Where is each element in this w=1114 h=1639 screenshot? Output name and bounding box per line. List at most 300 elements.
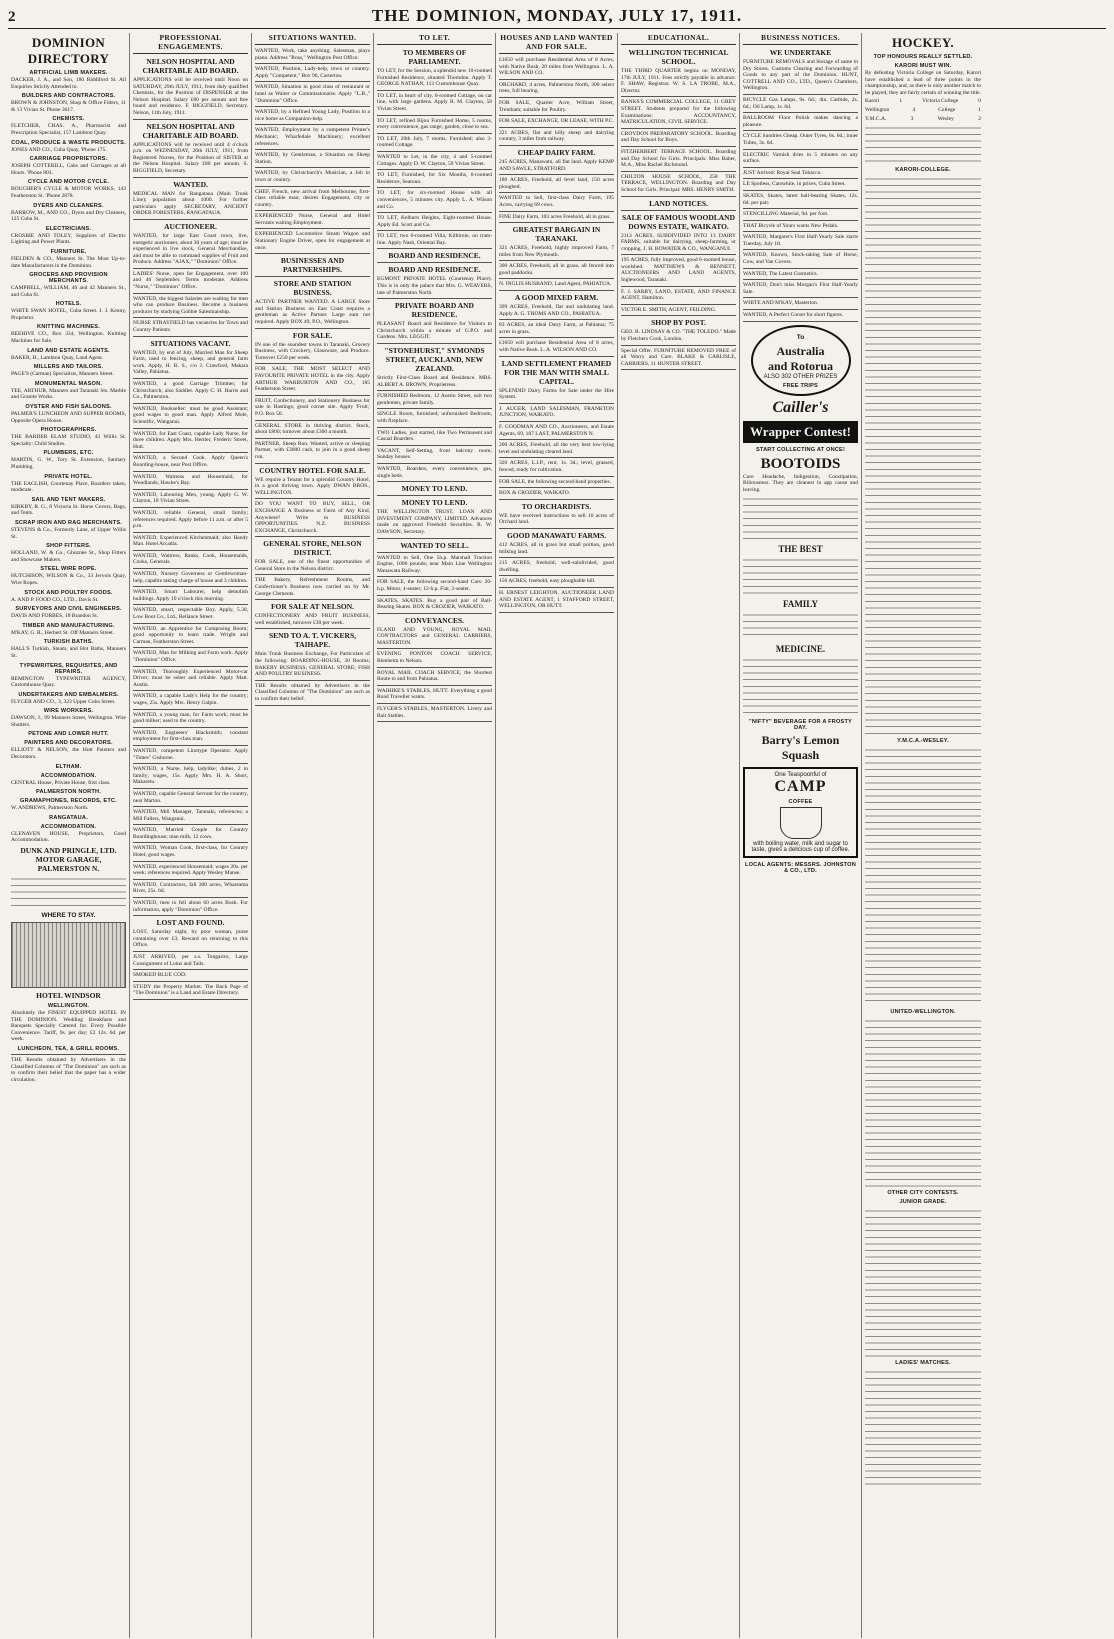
ad-text: FOR SALE, the following second-hand properties.: [499, 478, 611, 485]
directory-heading: WIRE WORKERS.: [43, 708, 94, 715]
ad-text: WANTED, A Perfect Corset for short figures.: [743, 312, 844, 319]
the-best: THE BEST: [778, 544, 823, 555]
start-collecting: START COLLECTING AT ONCE!: [755, 446, 846, 453]
result-team: Wellington: [865, 106, 890, 113]
ad-title: AUCTIONEER.: [164, 221, 217, 231]
ad-title: PRIVATE BOARD AND RESIDENCE.: [395, 301, 474, 320]
oval-line-rotorua: and Rotorua: [767, 358, 833, 373]
directory-heading: CHEMISTS.: [52, 116, 85, 123]
ymca-wesley-head: Y.M.C.A.-WESLEY.: [897, 738, 949, 745]
text-filler: [865, 1368, 981, 1488]
ad-text: WE require a Tenant for a splendid Country Hotel, in a good thriving town. Apply DWAN BROS., WELLINGTON.: [255, 476, 370, 496]
directory-entry: HUTCHISON, WILSON & Co., 33 Jervois Quay, Wire Ropes.: [11, 573, 126, 586]
text-filler: [743, 611, 858, 641]
ad-text: WANTED, an Apprentice for Composing Room; good opportunity to learn trade. Wright and Carman, Featherston Street.: [133, 625, 248, 645]
directory-entry: TEE, ARTHUR, Manners and Taranaki Sts. Marble and Granite Works.: [11, 387, 126, 401]
ladies-matches-head: LADIES' MATCHES.: [895, 1360, 951, 1367]
cailler-logo: Cailler's: [772, 398, 829, 416]
ad-text: H. ERNEST LEIGHTON, AUCTIONEER LAND AND ESTATE AGENT, 1 STAFFORD STREET, WELLINGTON, OR HUTT.: [499, 589, 614, 610]
ad-text: WAIHIKE'S STABLES, HUTT. Everything a good Road Traveller wants.: [377, 687, 492, 701]
directory-heading: RANGATAUA.: [49, 814, 88, 821]
ad-title: NELSON HOSPITAL AND CHARITABLE AID BOARD.: [142, 121, 239, 140]
directory-heading: LAND AND ESTATE AGENTS.: [27, 347, 110, 354]
ad-list: [377, 48, 492, 722]
directory-entry: FLYGER AND CO., 3, 323 Upper Cuba Street.: [11, 698, 116, 705]
directory-heading: PAINTERS AND DECORATORS.: [24, 740, 113, 747]
column-business-notices: [740, 33, 862, 1638]
page-number: 2: [8, 9, 16, 25]
ad-text: WANTED, a Nurse, help, ladylike; duties, 2 in family; wages, 15s. Apply Mrs. H. A. Short, Makaretu.: [133, 766, 248, 786]
ad-list: [621, 48, 736, 370]
ad-text: 2113 ACRES, SUBDIVIDED INTO 13 DAIRY FARMS, suitable for dairying, sheep-farming, or cropping. J. H. BOWATER & CO., WANGANUI.: [621, 232, 736, 252]
directory-heading: GRAMAPHONES, RECORDS, ETC.: [20, 798, 117, 805]
directory-heading: TURKISH BATHS.: [43, 639, 94, 646]
camp-teaspoon: One Teaspoonful of: [774, 772, 827, 779]
directory-entry: CROSBIE AND TOLEY, Suppliers of Electric Lighting and Power Plants.: [11, 232, 126, 246]
directory-entry: WHITE SWAN HOTEL, Cuba Street. J. J. Kenny, Proprietor.: [11, 308, 126, 321]
ad-text: SMOKED BLUE COD.: [133, 972, 187, 979]
directory-heading: SHOP FITTERS.: [46, 543, 91, 550]
directory-entry: BROWN & JOHNSTON, Shop & Office Fitters, 11 & 13 Vivian St. Phone 3617.: [11, 100, 126, 113]
ad-text: 215 ACRES, freehold; well-subdivided, good dwelling.: [499, 560, 614, 573]
ad-title: WE UNDERTAKE: [769, 48, 832, 57]
ad-text: SKATES, Skates, latest ball-bearing Skates, 12s. 6d. per pair.: [743, 192, 858, 206]
text-filler: [743, 495, 858, 541]
ad-text: N. INGLIS HUSBAND, Land Agent, PAHIATUA.: [499, 281, 612, 288]
hockey-subhead: TOP HONOURS REALLY SETTLED.: [873, 54, 973, 60]
ad-text: STUDY the Property Market. The Back Page of "The Dominion" is a Land and Estate Directory.: [133, 983, 248, 997]
ad-text: THE THIRD QUARTER begins on MONDAY, 17th JULY, 1911. Fees strictly payable in advance. F. SHAW, Registrar. W. S. LA TROBE, M.A., Director.: [621, 68, 736, 94]
ad-title: LAND SETTLEMENT FRAMED FOR THE MAN WITH SMALL CAPITAL.: [501, 358, 612, 386]
where-to-stay: WHERE TO STAY.: [41, 912, 96, 920]
ad-text: WANTED, a Second Cook. Apply Queen's Boarding-house, near Post Office.: [133, 455, 248, 468]
directory-entry: DAVIS AND FORBES, 18 Brandon St.: [11, 613, 99, 620]
text-filler: [743, 556, 858, 596]
ad-text: WANTED to Let, in the city, 4 and 5-roomed Cottages. Apply D. W. Clayton, 59 Vivian Street.: [377, 153, 492, 167]
ad-title: BOARD AND RESIDENCE.: [388, 265, 481, 275]
ad-text: CHILTON HOUSE SCHOOL, 258 THE TERRACE, WELLINGTON. Boarding and Day School for Girls. Principal: MRS. HENRY SMITH.: [621, 173, 736, 193]
directory-heading: COAL, PRODUCE & WASTE PRODUCTS.: [11, 139, 126, 146]
column-educational: [618, 33, 740, 1638]
ad-text: FURNISHED Bedroom, 12 Austin Street, suit two gentlemen, private family.: [377, 393, 492, 406]
ad-title: CONVEYANCES.: [404, 615, 465, 625]
directory-entry: HOLLAND, W. & Co., Ghuznee St., Shop Fitters and Showcase Makers.: [11, 550, 126, 563]
ad-text: WANTED, smart, respectable Boy. Apply, 5.30, Low Boot Co., Ltd., Bellance Street.: [133, 607, 248, 621]
ad-text: WANTED, Experienced Kitchenmaid; also Handy Man. Hotel Arcadia.: [133, 534, 248, 548]
newspaper-title: THE DOMINION, MONDAY, JULY 17, 1911.: [371, 6, 743, 25]
karori-college-head: KARORI-COLLEGE.: [895, 167, 951, 174]
ad-text: Main Trunk Business Exchange, For Particulars of the following: BOARDING-HOUSE, 30 Rooms; BAKERY BUSINESS; GENERAL STORE; FISH AND POULTRY BUSINESS.: [255, 651, 370, 678]
directory-heading: SURVEYORS AND CIVIL ENGINEERS.: [15, 606, 122, 613]
ad-title: CHEAP DAIRY FARM.: [517, 147, 596, 157]
hotel-name: HOTEL WINDSOR: [36, 991, 101, 1001]
ad-title: WANTED.: [173, 179, 208, 189]
ad-text: F. GOODMAN AND CO., Auctioneers, and Estate Agents, 69, 187 LAST, PALMERSTON N.: [499, 424, 614, 437]
ad-text: WE have received instructions to sell 10 acres of Orchard land.: [499, 512, 614, 526]
directory-entry: REMINGTON TYPEWRITER AGENCY, Customhouse Quay.: [11, 675, 126, 689]
directory-entry: JONES AND CO., Cuba Quay, 'Phone 175.: [11, 146, 107, 153]
ad-title: GOOD MANAWATU FARMS.: [506, 530, 607, 540]
ad-text: 221 ACRES, flat and hilly sheep and dairying country, 3 miles from railway.: [499, 129, 614, 143]
ad-list: [499, 57, 614, 613]
ad-text: BICYCLE Gas Lamps, 9s. 6d.; 4in. Carbide, 2s. 6d.; Oil Lamp, 1s. 6d.: [743, 96, 858, 110]
hotel-footer: LUNCHEON, TEA, & GRILL ROOMS.: [17, 1046, 120, 1052]
result-result: 1: [899, 98, 903, 105]
directory-heading: OYSTER AND FISH SALOONS.: [25, 404, 112, 411]
camp-coffee-ad: [743, 767, 858, 858]
ad-title: COUNTRY HOTEL FOR SALE.: [259, 465, 366, 475]
ad-text: 321 ACRES, Freehold, highly improved Farm, 7 miles from New Plymouth.: [499, 245, 614, 258]
text-filler: [743, 656, 858, 716]
directory-entry: PALMER'S LUNCHEON AND SUPPER ROOMS, Opposite Opera House.: [11, 411, 126, 424]
column-hockey: [862, 33, 984, 1638]
directory-entry: FIELDEN & CO., Manners St. The Most Up-to-date Manufacturers in the Dominion.: [11, 255, 126, 269]
directory-heading: UNDERTAKERS AND EMBALMERS.: [18, 691, 119, 698]
camp-coffee-word: COFFEE: [788, 799, 813, 806]
directory-heading: ARTIFICIAL LIMB MAKERS.: [29, 70, 108, 76]
directory-heading: FURNITURE.: [50, 248, 87, 255]
ad-text: WANTED, Contractors, fall 300 acres, Whareama River, 25s. 6d.: [133, 881, 248, 895]
ad-text: WANTED, Nursery Governess or Gentlewoman-help, capable taking charge of house and 3 children.: [133, 571, 248, 584]
ad-text: WANTED, Position, Lady-help, town or country. Apply "Competent," Box 96, Carterton.: [255, 66, 370, 79]
ad-text: WANTED, a young man, for Farm work; must be good milker; used to the country.: [133, 711, 248, 725]
ad-text: APPLICATIONS will be received until Noon on SATURDAY, 29th JULY, 1911, from duly qualified Chemists, for the Position of DISPENSER at the Nelson Hospital. Salary £80 per annum and free board and residence. F. BIGGFIELD, Secretary. Nelson, 11th July, 1911.: [133, 77, 248, 116]
ad-list: [133, 57, 248, 1000]
other-contests-head: OTHER CITY CONTESTS.: [887, 1190, 959, 1197]
ad-title: WELLINGTON TECHNICAL SCHOOL.: [628, 48, 729, 66]
barrys-lemon-squash: Barry's Lemon Squash: [761, 733, 840, 763]
directory-heading: HOTELS.: [55, 301, 82, 308]
ad-title: FOR SALE.: [292, 330, 333, 340]
directory-entry: BAKER, H., Lambton Quay, Land Agent.: [11, 354, 104, 361]
directory-heading: CYCLE AND MOTOR CYCLE.: [27, 179, 110, 186]
directory-heading: BUILDERS AND CONTRACTORS.: [21, 93, 116, 100]
ad-text: JUST ARRIVED, per s.s. Tongariro, Large Consignment of Loins and Tails.: [133, 954, 248, 967]
ad-text: 300 ACRES, Freehold, all in grass, all fenced into good paddocks.: [499, 263, 614, 276]
hockey-results: [865, 98, 981, 122]
ad-text: 399 ACRES, Freehold, flat and undulating land. Apply A. G. THOMS AND CO., PAHIATUA.: [499, 304, 614, 317]
ad-text: WANTED, experienced Housemaid; wages 20s. per week; references required. Apply Wesley Manse.: [133, 863, 248, 877]
ad-text: WANTED, Man for Milking and Farm work. Apply "Dominion" Office.: [133, 650, 248, 663]
ad-text: WANTED, Known, Stock-taking Sale of Horse, Cow, and Van Covers.: [743, 252, 858, 266]
directory-entry: BEEHIVE CO., Box 334, Wellington. Knitting Machines for Sale.: [11, 331, 126, 345]
directory-entry: GLENAVEN HOUSE, Proprietors, Good Accommodation.: [11, 830, 126, 844]
directory-entry: ELLIOTT & NELSON, the Hutt Painters and Decorators.: [11, 747, 126, 761]
hotel-text: Absolutely the FINEST EQUIPPED HOTEL IN THE DOMINION. Wedding Breakfasts and Banquets Specially Catered for. Every Possible Convenience. Tariff, 9s. per day; £2 12s. 6d. per week.: [11, 1010, 126, 1043]
ad-title: BUSINESSES AND PARTNERSHIPS.: [280, 256, 345, 275]
ad-text: JUST Arrived: Royal Seal Tobacco.: [743, 169, 822, 176]
ad-text: THE Bakery, Refreshment Rooms, and Confectioner's Business now carried on by Mr. George Clements.: [255, 577, 370, 597]
text-filler: [865, 124, 981, 164]
ad-text: PARTNER, Sheep Run. Wanted, active or sleeping Partner, with £3000 cash, to join in a good sheep run.: [255, 440, 370, 460]
column-header: BUSINESS NOTICES.: [743, 33, 858, 45]
ad-title: NELSON HOSPITAL AND CHARITABLE AID BOARD.: [142, 57, 239, 75]
ad-text: TO LET, in heart of city, 6-roomed Cottage, on car line, with large gardens. Apply R. M. Clayton, 58 Vivian Street.: [377, 92, 492, 112]
ad-text: STENCILLING Material, 9d. per foot.: [743, 211, 829, 218]
result-result: 4: [912, 106, 916, 113]
ad-text: FOR SALE, the following second-hand Cars: 20-h.p. Motor, 4-seater; 12-h.p. Fiat, 2-seater.: [377, 579, 492, 592]
directory-heading: ELTHAM.: [55, 763, 82, 770]
ad-text: WANTED, Labouring Men, young. Apply G. W. Clayton, 18 Vivian Street.: [133, 491, 248, 505]
oval-line-to: To: [796, 333, 805, 341]
directory-heading: STOCK AND POULTRY FOODS.: [24, 589, 113, 596]
directory-entry: BARROW, M., AND CO., Dyers and Dry Cleaners, 125 Cuba St.: [11, 209, 126, 223]
ad-text: Special Offer. FURNITURE REMOVED FREE of all Worry and Care. BLAKE & CARLISLE, CARRIERS, 11 HUNTER STREET.: [621, 347, 736, 367]
directory-heading: PRIVATE HOTEL.: [44, 473, 93, 480]
directory-heading: PETONE AND LOWER HUTT.: [28, 731, 109, 738]
ad-text: FLAND AND YOUNG, ROYAL MAIL CONTRACTORS and GENERAL CARRIERS, MASTERTON.: [377, 626, 492, 646]
ad-text: ROYAL MAIL COACH SERVICE, the Shortest Route to and from Pahiatua.: [377, 669, 492, 683]
column-header: TO LET.: [377, 33, 492, 45]
ad-text: CROYDON PREPARATORY SCHOOL. Boarding and Day School for Boys.: [621, 130, 736, 144]
text-filler: [11, 875, 126, 909]
oval-line-australia: Australia: [776, 343, 825, 358]
ad-text: Strictly First-Class Board and Residence. MRS. ALBERT A. BROWN, Proprietress.: [377, 375, 492, 388]
result-row: [865, 107, 981, 114]
column-header: PROFESSIONAL ENGAGEMENTS.: [133, 33, 248, 54]
column-houses-and-land: [496, 33, 618, 1638]
ad-text: WANTED, The Latest Cosmetics.: [743, 270, 818, 277]
coffee-cup-icon: [780, 807, 822, 839]
ad-title: SITUATIONS VACANT.: [150, 338, 231, 348]
ad-text: BOX & CROZIER, WAIKATO.: [499, 490, 571, 497]
ad-title: MONEY TO LEND.: [401, 484, 468, 494]
closing-notice: THE Results obtained by Advertisers in the Classified Columns of "The Dominion" are such as to confirm their belief that the paper has a wider circulation.: [11, 1057, 126, 1083]
directory-heading: MILLERS AND TAILORS.: [33, 364, 104, 371]
directory-entry: W. ANDREWS, Palmerston North.: [11, 805, 89, 812]
directory-entry: BOUCHER'S CYCLE & MOTOR WORKS, 143 Featherston St. 'Phone 2878.: [11, 186, 126, 199]
ad-text: FOR SALE, EXCHANGE, OR LEASE, WITH P.C.: [499, 118, 614, 125]
ad-text: CHEF, French, new arrival from Melbourne, first-class reliable man; desires Engagement, city or country.: [255, 188, 370, 208]
bootoids-title: BOOTOIDS: [760, 455, 841, 472]
ad-text: FOR SALE, one of the finest opportunities of General Store in the Nelson district.: [255, 559, 370, 572]
ad-text: WANTED, men to fell about 60 acres Bush. For information, apply "Dominion" Office.: [133, 900, 248, 913]
ad-text: WANTED, a capable Lady's Help for the country; wages, 25s. Apply Mrs. Henry Galpin.: [133, 693, 248, 706]
ad-text: WANTED, Bookseller: must be good Assistant; good wages to good man. Apply Alfred Mole, Scientific, Wanganui.: [133, 405, 248, 425]
ad-text: WANTED, Waitress and Housemaid, for Woodlands, Hawke's Bay.: [133, 473, 248, 487]
ad-text: WANTED, Smart Labourer, help demolish buildings. Apply 10 o'clock this morning.: [133, 589, 248, 602]
motor-garage: DUNK AND PRINGLE, LTD. MOTOR GARAGE, PALMERSTON N.: [20, 846, 117, 874]
directory-entry: M'KAY, G. R., Herbert St. Off Manners Street.: [11, 629, 115, 636]
ad-text: WANTED, Engineers' Blacksmith; constant employment for first-class man.: [133, 729, 248, 743]
ad-text: GENERAL STORE in thriving district. Stock, about £800; turnover about £300 a month.: [255, 422, 370, 436]
column-dominion-directory: [8, 33, 130, 1638]
ad-text: TO LET, for the Session, a splendid new 10-roomed Furnished Residence, situated Thorndon. Apply T. GEORGE NATHAN, 113 Customhouse Quay.: [377, 68, 492, 88]
ad-text: WANTED, for large East Coast town, live, energetic auctioneer, about 30 years of age; must be experienced in live stock, General Merchandise, and must be able to command supplies of Fruit and Produce. Address "AJAX," "Dominion" Office.: [133, 232, 248, 266]
result-opp-score: 0: [978, 98, 981, 105]
ad-text: WANTED, Margaret's First Half-Yearly Sale starts Tuesday, July 18.: [743, 234, 858, 247]
ad-text: WANTED, Woman Cook, first-class, for Country Hotel; good wages.: [133, 845, 248, 859]
column-professional-engagements: [130, 33, 252, 1638]
directory-entry: JOSEPH COTTERILL, Cabs and Carriages at all Hours. 'Phone 803.: [11, 163, 126, 176]
ad-text: TO LET, for six-roomed House with all conveniences, 5 minutes city. Apply L. A. Wilson and Co.: [377, 190, 492, 210]
directory-heading: SAIL AND TENT MAKERS.: [31, 496, 106, 503]
family: FAMILY: [782, 599, 818, 610]
result-opp-score: 2: [978, 115, 981, 122]
ad-text: £1650 will purchase Residential Area of 8 acres, with Native Bush. L. A. WILSON AND CO.: [499, 340, 614, 354]
ad-text: VICTOR E. SMITH, AGENT, FEILDING.: [621, 306, 717, 313]
ad-text: WANTED, by a Refined Young Lady, Position in a nice home as Companion-help.: [255, 109, 370, 122]
ad-title: LAND NOTICES.: [649, 198, 708, 208]
ad-text: F. J. SARBY, LAND, ESTATE, AND FINANCE AGENT, Hamilton.: [621, 288, 736, 302]
ad-title: TO ORCHARDISTS.: [521, 501, 592, 511]
ad-text: J. AUGER, LAND SALESMAN, FRANKTON JUNCTION, WAIKATO.: [499, 405, 614, 419]
ad-text: VACANT, Self-Setting, front balcony room; Sunday houses.: [377, 447, 492, 461]
ad-text: GEO. R. LINDSAY & CO. "THE TOLEDO." Made by Fletchers Cook, London.: [621, 329, 736, 343]
directory-heading: DYERS AND CLEANERS.: [33, 202, 104, 209]
ad-text: BANKS'S COMMERCIAL COLLEGE, 11 GREY STREET. Students prepared for the following Examinations: ACCOUNTANCY, MATRICULATION, CIVIL SERVICE.: [621, 99, 736, 126]
ad-title: GENERAL STORE, NELSON DISTRICT.: [263, 539, 362, 558]
ad-text: THAT Bicycle of Yours wants New Pedals.: [743, 222, 839, 229]
text-filler: [865, 1017, 981, 1187]
ad-text: EXPERIENCED Nurse, General and Hotel Servants waiting Employment.: [255, 213, 370, 226]
ad-text: 195 ACRES, fully improved, good 6-roomed house, woolshed. MATTHEWS & BENNETT, AUCTIONEERS AND LAND AGENTS, Inglewood, Taranaki.: [621, 257, 736, 284]
ad-text: FITZHERBERT TERRACE SCHOOL. Boarding and Day School for Girls. Principals: Miss Baber, M.A., Miss Rachel Richmond.: [621, 148, 736, 169]
ad-text: CONFECTIONERY AND FRUIT BUSINESS, well established, turnover £30 per week.: [255, 613, 370, 626]
oval-prizes: ALSO 302 OTHER PRIZES: [763, 373, 838, 380]
directory-heading: STEEL WIRE ROPE.: [40, 566, 97, 573]
ad-text: SKATES, SKATES. Buy a good pair of Ball-Bearing Skates. BOX & CROZIER, WAIKATO.: [377, 597, 492, 611]
column-header: HOUSES AND LAND WANTED AND FOR SALE.: [499, 33, 614, 54]
result-opp-score: 1: [978, 106, 981, 113]
result-result: 3: [910, 115, 914, 122]
ad-text: WANTED, Waitress, Ranks, Cook, Housemaids, Cooks, Generals.: [133, 552, 248, 566]
ad-text: LADIES' Nurse, open for Engagement, over 100 and 40 Seplember. Terms moderate. Address "Nurse," "Dominion" Office.: [133, 270, 248, 291]
ad-text: FINE Dairy Farm, 103 acres Freehold, all in grass.: [499, 213, 611, 220]
ad-title: FOR SALE AT NELSON.: [270, 602, 355, 612]
ad-text: EVENING PONTON COACH SERVICE, Blenheim to Nelson.: [377, 651, 492, 665]
column-to-let: [374, 33, 496, 1638]
ad-text: LE Spotless, Catswhite, in prices, Cuba Street.: [743, 181, 846, 188]
directory-heading: ELECTRICIANS.: [45, 225, 92, 232]
result-row: [865, 116, 981, 123]
directory-sections: [11, 70, 126, 844]
ad-title: A GOOD MIXED FARM.: [514, 293, 599, 303]
ad-text: 83 ACRES, an ideal Dairy Farm, at Pahiatua; 75 acres in grass.: [499, 322, 614, 335]
ad-text: CYCLE Sundries Cheap. Outer Tyres, 6s. 6d.; inner Tubes, 3s. 6d.: [743, 133, 858, 146]
ad-title: MONEY TO LEND.: [401, 498, 468, 508]
ad-text: WANTED, by Gentleman, a Situation on Sheep Station.: [255, 152, 370, 165]
camp-text: with boiling water, milk and sugar to taste, gives a delicious cup of coffee.: [751, 841, 850, 854]
text-filler: [865, 175, 981, 735]
ad-title: TO MEMBERS OF PARLIAMENT.: [402, 48, 467, 66]
ad-text: WANTED, reliable General, small family; references required. Apply before 11 a.m. or after 5 p.m.: [133, 509, 248, 530]
ad-text: WANTED, Don't miss Morgan's First Half-Yearly Sale.: [743, 282, 858, 295]
directory-heading: PHOTOGRAPHERS.: [40, 427, 97, 434]
ad-text: WANTED, Thoroughly Experienced Motor-car Driver; must be sober and reliable. Apply Matt. Austin.: [133, 668, 248, 688]
ad-title: SEND TO A. T. VICKERS, TAIHAPE.: [268, 631, 357, 650]
ad-text: TO LET, Furnished, for Six Months, 6-roomed Residence, Seatoun.: [377, 172, 492, 185]
directory-heading: CARRIAGE PROPRIETORS.: [29, 156, 108, 163]
ad-text: LOST, Saturday night, by poor woman, purse containing over £3. Reward on returning to this Office.: [133, 929, 248, 949]
ad-text: THE WELLINGTON TRUST, LOAN AND INVESTMENT COMPANY, LIMITED. Advances made on approved Freehold Securities. R. W. DAWSON, Secretary.: [377, 509, 492, 535]
junior-grade-head: JUNIOR GRADE.: [899, 1199, 947, 1206]
ad-text: 150 ACRES, freehold, easy ploughable hill.: [499, 578, 596, 585]
ad-text: WANTED to Sell, first-class Dairy Farm, 195 Acres, carrying 69 cows.: [499, 195, 614, 208]
ad-text: TO LET, refined Bijou Furnished Home, 5 rooms, every convenience, gas range, garden, close to sea.: [377, 117, 492, 131]
directory-entry: CAMPBELL, WILLIAM, 40 and 42 Manners St., and Cuba St.: [11, 285, 126, 298]
ad-text: 180 ACRES, Freehold, all level land, 150 acres ploughed.: [499, 177, 614, 190]
united-wellington-head: UNITED-WELLINGTON.: [890, 1009, 956, 1016]
directory-heading: PALMERSTON NORTH.: [35, 789, 102, 796]
ad-text: MEDICAL MAN for Rangataua (Main Trunk Line); population about 1000. For further particulars apply SECRETARY, ANCIENT ORDER FORESTERS, RANGATAUA.: [133, 190, 248, 217]
hockey-subhead2: KARORI MUST WIN.: [894, 63, 952, 69]
result-opp: Wesley: [937, 115, 954, 122]
directory-entry: DACKER, J. A., and Son, 180 Riddiford St. All Enquiries Strictly Attended to.: [11, 77, 126, 90]
directory-entry: THE EAGLISH, Courtenay Place, Boarders taken, moderate.: [11, 480, 126, 494]
australia-rotorua-prize-ad: [751, 325, 851, 396]
ad-text: BALLROOM Floor Polish makes dancing a pleasure.: [743, 115, 858, 128]
ad-title: LOST AND FOUND.: [156, 918, 225, 928]
directory-entry: MARTIN, G. W., Tory St. Extension, Sanitary Plumbing.: [11, 457, 126, 470]
directory-heading: MONUMENTAL MASON.: [34, 380, 103, 387]
column-header: EDUCATIONAL.: [621, 33, 736, 45]
ad-text: EGMONT PRIVATE HOTEL (Courtenay Place). This is in only the palace that Mrs. G. WEAVERS, late of Palmerston North.: [377, 276, 492, 296]
ad-text: SINGLE Room, furnished; unfurnished Bedroom, with fireplace.: [377, 411, 492, 424]
ad-text: £1650 will purchase Residential Area of 8 Acres, with Native Bush, 20 miles from Wellington. L. A. WILSON AND CO.: [499, 57, 614, 77]
hockey-header: HOCKEY.: [892, 35, 954, 50]
column-header: SITUATIONS WANTED.: [255, 33, 370, 45]
ad-list: [255, 48, 370, 706]
ad-text: PLEASANT Board and Residence for Visitors to Christchurch within a minute of G.P.O. and Gardens. Mrs. LEGGIT.: [377, 321, 492, 341]
ad-text: ACTIVE PARTNER WANTED. A LARGE Store and Station Business on East Coast requires a gentleman as Active Partner. Large sum not required. Apply BOX 49, P.O., Wellington.: [255, 299, 370, 326]
ad-title: SHOP BY POST.: [651, 318, 706, 328]
free-trips: FREE TRIPS: [783, 382, 818, 389]
ad-text: WHITE AND M'KAY, Masterton.: [743, 300, 819, 307]
ad-list: [743, 48, 858, 322]
hotel-city: WELLINGTON.: [47, 1003, 90, 1010]
ad-text: ORCHARD, 4 acres, Palmerston North, 300 select trees, full bearing.: [499, 81, 614, 95]
directory-heading: PLUMBERS, ETC.: [43, 450, 94, 457]
ad-text: WANTED, by end of July, Married Man for Sheep Farm, used to fencing, sheep, and general farm work. Apply, H. R. S., c/o J. Crawford, Makara Valley, Pahiatua.: [133, 349, 248, 376]
ad-text: TO LET, two 6-roomed Villa, Kilbirnie, on tram-line. Apply Nash, Oriental Bay.: [377, 233, 492, 246]
directory-heading: ACCOMMODATION.: [40, 772, 97, 779]
ad-text: 412 ACRES, all in grass but small portion, good milking land.: [499, 541, 614, 555]
bootoids-text: Cure Headache, Indigestion, Constipation, Biliousness. They are cleanest in app cause and leaving.: [743, 473, 858, 493]
directory-entry: HALL'S Turkish, Steam, and Hot Baths, Manners St.: [11, 646, 126, 659]
directory-entry: FLETCHER, CHAS. A., Pharmacist and Prescription Specialist, 157 Lambton Quay.: [11, 123, 126, 136]
ad-text: WANTED, Work, take anything; Salesman, plays piano. Address "Ross," Wellington Post Office.: [255, 48, 370, 61]
ad-text: TO LET, 20th July, 7 rooms, Furnished; also 3-roomed Cottage.: [377, 135, 492, 149]
ad-text: THE Results obtained by Advertisers in the Classified Columns of "The Dominion" are such as to confirm their belief.: [255, 682, 370, 702]
ad-text: FURNITURE REMOVALS and Storage of same in Dry Stores. Customs Clearing and Forwarding of Goods to any part of the Dominion. HUNT, COTTRELL AND CO., LTD., Queen's Chambers, Wellington.: [743, 59, 858, 92]
ad-text: WANTED, for East Coast, capable Lady Nurse, for three children. Apply Mrs. Hertler, Frederic Street, Hutt.: [133, 430, 248, 450]
ad-title: STORE AND STATION BUSINESS.: [273, 279, 352, 298]
ad-text: WANTED, Employment by a competent Printer's Mechanic; Wharfedale Machinery; excellent references.: [255, 127, 370, 147]
result-row: [865, 98, 981, 105]
directory-entry: PAGE'S (Carman) Specialists, Manners Street.: [11, 371, 114, 378]
local-agents: LOCAL AGENTS: MESSRS. JOHNSTON & CO., LTD.: [745, 862, 856, 875]
ad-title: BOARD AND RESIDENCE.: [388, 251, 481, 261]
directory-heading: SCRAP IRON AND RAG MERCHANTS.: [14, 519, 123, 526]
ad-text: TWO Ladies, just started, like Two Permanent and Casual Boarders.: [377, 429, 492, 443]
ad-text: 245 ACRES, Manawatu, all flat land. Apply KEMP AND SAWLE, STRATFORD.: [499, 158, 614, 172]
directory-heading: KNITTING MACHINES.: [37, 324, 100, 331]
ad-text: 200 ACRES, Freehold, all the very best low-lying level and undulating cleared land.: [499, 442, 614, 455]
directory-entry: KIRKBY, R. G., 8 Victoria St. Horse Covers, Bags, and Tents.: [11, 503, 126, 517]
ad-text: 320 ACRES, L.I.P., rent, 1s. 3d.; level, grassed, fenced, ready for cultivation.: [499, 460, 614, 473]
directory-heading: TIMBER AND MANUFACTURING.: [22, 622, 115, 629]
ad-title: GREATEST BARGAIN IN TARANAKI.: [512, 225, 601, 244]
directory-entry: THE BARDER ELAM STUDIO, 43 Willis St. Specialty: Child Studies.: [11, 434, 126, 447]
ad-text: NURSE STRAYFIELD has vacancies for Town and Country Patients.: [133, 320, 248, 334]
directory-entry: STEVENS & Co., Formerly Lane, of Upper Willis St.: [11, 526, 126, 540]
ad-text: WANTED, capable General Servant for the country, near Marton.: [133, 790, 248, 804]
hockey-intro: By defeating Victoria College on Saturday, Karori have established a lead of three points in the championship, and, as there is only another match to be played, they are fairly certain of winning the title.: [865, 70, 981, 96]
result-team: Karori: [865, 98, 880, 105]
result-opp: College: [938, 106, 956, 113]
directory-heading: ACCOMMODATION.: [40, 823, 97, 830]
